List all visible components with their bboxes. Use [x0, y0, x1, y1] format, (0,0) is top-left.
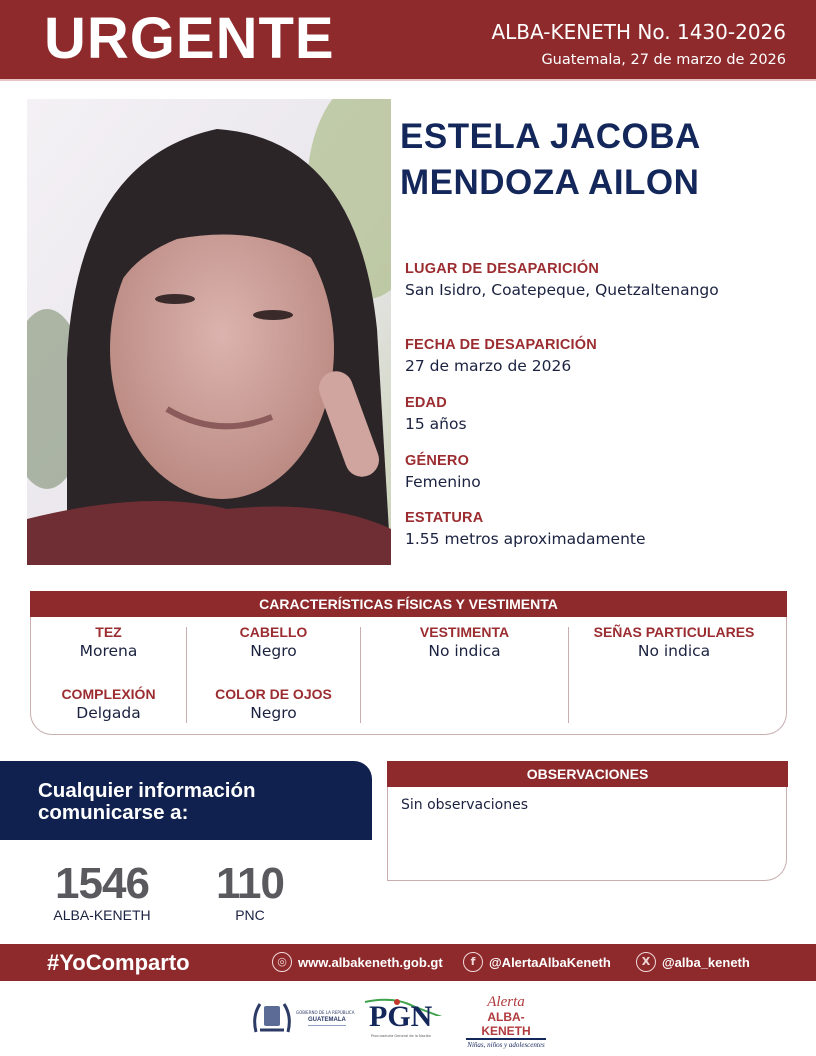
- issue-place-date: Guatemala, 27 de marzo de 2026: [541, 52, 786, 68]
- hair-value: Negro: [250, 642, 297, 660]
- header-divider: [0, 79, 816, 81]
- coat-of-arms-icon: [250, 996, 294, 1040]
- x-twitter-link[interactable]: X @alba_keneth: [636, 952, 750, 972]
- field-label: ESTATURA: [405, 510, 484, 526]
- build-label: COMPLEXIÓN: [61, 686, 156, 702]
- website-link[interactable]: ◎ www.albakeneth.gob.gt: [272, 952, 443, 972]
- pgn-logo: PGN Procuraduría General de la Nación: [363, 996, 447, 1042]
- phone-entity: ALBA-KENETH: [53, 907, 151, 923]
- characteristics-panel: [30, 591, 787, 735]
- phone-alba-keneth[interactable]: [40, 859, 164, 924]
- field-place: [405, 260, 719, 302]
- web-icon: ◎: [272, 952, 292, 972]
- skin-value: Morena: [79, 642, 138, 660]
- phone-pnc[interactable]: [208, 859, 292, 924]
- eye-color-label: COLOR DE OJOS: [215, 686, 332, 702]
- footer-banner: [0, 944, 816, 981]
- field-label: EDAD: [405, 395, 447, 411]
- field-value: 27 de marzo de 2026: [405, 357, 572, 375]
- characteristics-title: CARACTERÍSTICAS FÍSICAS Y VESTIMENTA: [30, 591, 787, 617]
- clothing-label: VESTIMENTA: [419, 624, 510, 640]
- field-label: GÉNERO: [405, 453, 470, 469]
- field-label: LUGAR DE DESAPARICIÓN: [405, 261, 600, 277]
- hair-label: CABELLO: [239, 624, 308, 640]
- missing-person-photo: [27, 99, 391, 565]
- phone-number: 110: [216, 859, 284, 908]
- clothing-value: No indica: [428, 642, 501, 660]
- field-label: FECHA DE DESAPARICIÓN: [405, 337, 597, 353]
- alerta-alba-keneth-logo: Alerta ALBA-KENETH Niñas, niños y adolescentes: [467, 994, 545, 1049]
- column-clothing: [361, 623, 568, 661]
- observations-value: Sin observaciones: [401, 797, 529, 813]
- person-name: [400, 114, 800, 206]
- eye-color-value: Negro: [250, 704, 297, 722]
- field-value: 1.55 metros aproximadamente: [405, 530, 646, 548]
- contact-text: Cualquier información comunicarse a:: [38, 779, 256, 824]
- field-age: [405, 394, 467, 436]
- portrait-placeholder-icon: [27, 99, 391, 565]
- marks-label: SEÑAS PARTICULARES: [593, 624, 755, 640]
- urgent-title: URGENTE: [44, 6, 335, 71]
- field-value: Femenino: [405, 473, 481, 491]
- person-name-line1: ESTELA JACOBA: [400, 117, 701, 156]
- x-icon: X: [636, 952, 656, 972]
- field-date: [405, 336, 597, 378]
- column-hair-eyes: [187, 623, 360, 723]
- field-gender: [405, 452, 481, 494]
- build-value: Delgada: [76, 704, 141, 722]
- field-height: [405, 509, 646, 551]
- phone-entity: PNC: [235, 907, 265, 923]
- column-skin-build: [31, 623, 186, 723]
- header-banner: [0, 0, 816, 79]
- contact-banner: [0, 761, 372, 840]
- skin-label: TEZ: [95, 624, 122, 640]
- alert-number: ALBA-KENETH No. 1430-2026: [491, 20, 786, 44]
- field-value: San Isidro, Coatepeque, Quetzaltenango: [405, 281, 719, 299]
- field-value: 15 años: [405, 415, 467, 433]
- facebook-link[interactable]: f @AlertaAlbaKeneth: [463, 952, 611, 972]
- logos-strip: [0, 994, 816, 1049]
- gobierno-guatemala-logo: GOBIERNO DE LA REPÚBLICA GUATEMALA: [250, 996, 358, 1040]
- person-name-line2: MENDOZA AILON: [400, 163, 700, 202]
- marks-value: No indica: [637, 642, 711, 660]
- column-distinguishing-marks: [569, 623, 779, 661]
- observations-title: OBSERVACIONES: [387, 761, 788, 787]
- facebook-icon: f: [463, 952, 483, 972]
- hashtag: #YoComparto: [47, 950, 190, 975]
- phone-number: 1546: [55, 859, 149, 908]
- observations-panel: [387, 761, 787, 881]
